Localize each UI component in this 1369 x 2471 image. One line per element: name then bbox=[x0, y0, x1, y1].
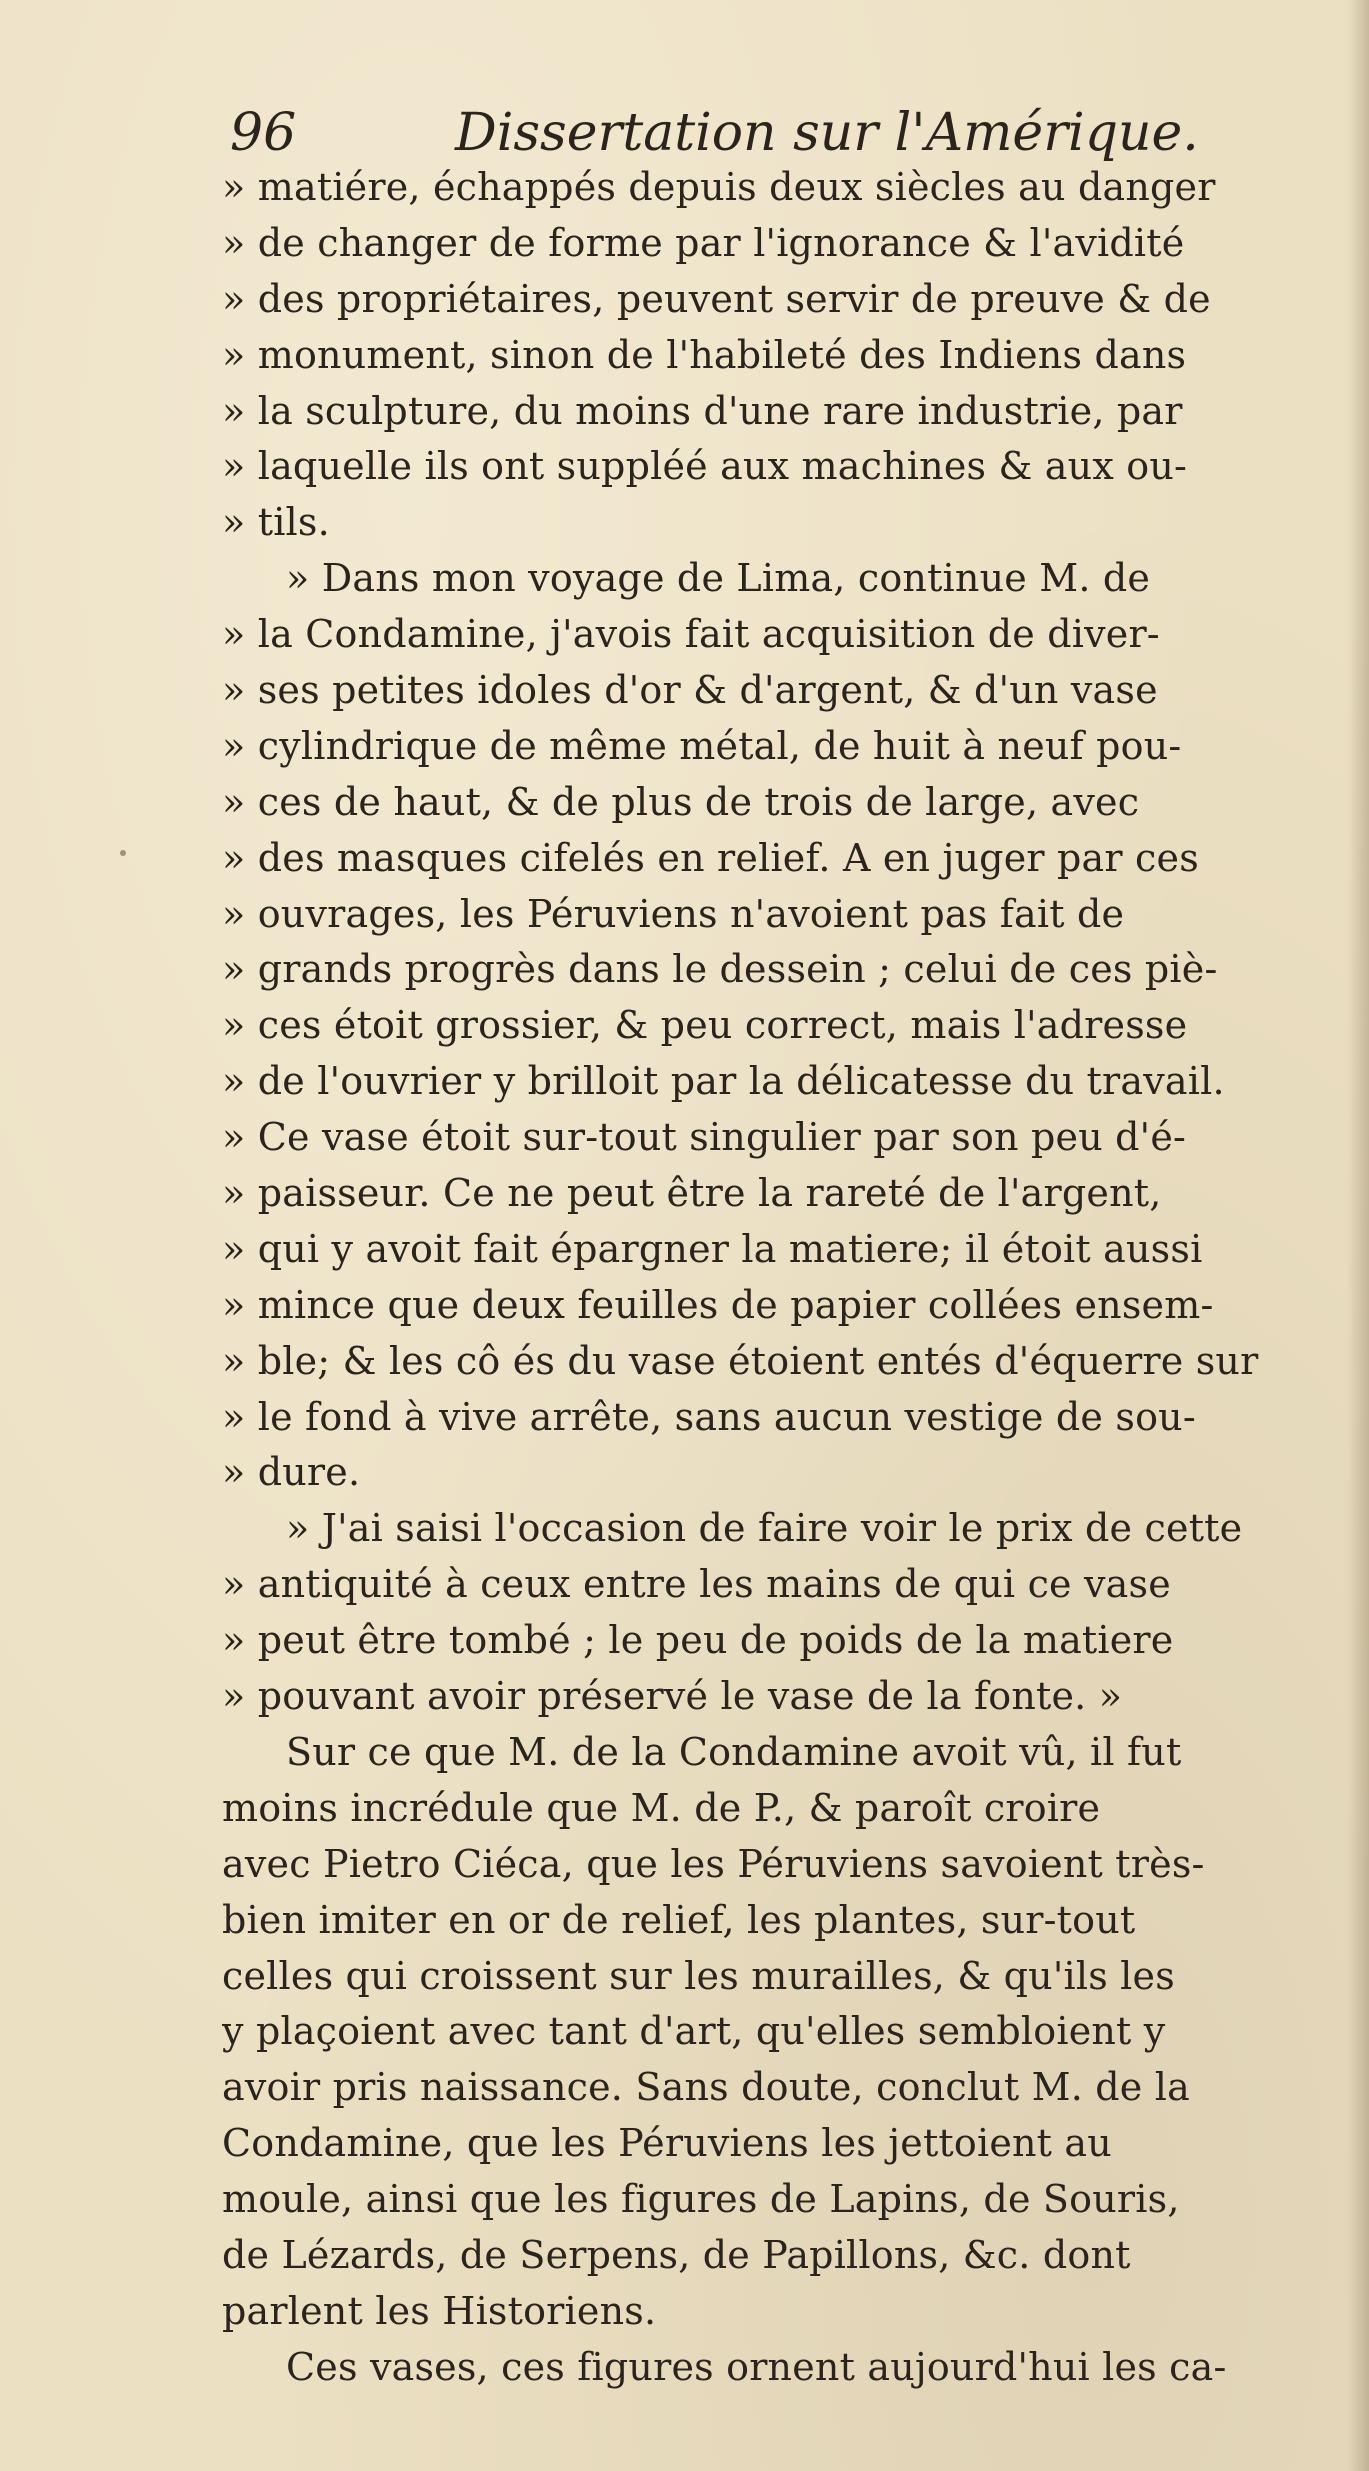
text-line: » grands progrès dans le dessein ; celui de ces piè- bbox=[222, 947, 1218, 992]
text-line: » laquelle ils ont suppléé aux machines & aux ou- bbox=[222, 444, 1188, 489]
body-text bbox=[222, 160, 1332, 2396]
text-line: avec Pietro Ciéca, que les Péruviens savoient très- bbox=[222, 1841, 1205, 1886]
text-line: Condamine, que les Péruviens les jettoient au bbox=[222, 2121, 1112, 2166]
text-line: Ces vases, ces figures ornent aujourd'hui les ca- bbox=[286, 2344, 1227, 2389]
text-line: bien imiter en or de relief, les plantes, sur-tout bbox=[222, 1897, 1136, 1942]
text-line: » ble; & les cô és du vase étoient entés d'équerre sur bbox=[222, 1338, 1259, 1383]
text-line: » des masques cifelés en relief. A en juger par ces bbox=[222, 835, 1199, 880]
text-line: » le fond à vive arrête, sans aucun vestige de sou- bbox=[222, 1394, 1196, 1439]
text-line: » la sculpture, du moins d'une rare industrie, par bbox=[222, 388, 1183, 433]
text-line: » mince que deux feuilles de papier collées ensem- bbox=[222, 1282, 1214, 1327]
running-title: Dissertation sur l'Amérique. bbox=[455, 103, 1199, 163]
text-line: y plaçoient avec tant d'art, qu'elles sembloient y bbox=[222, 2009, 1166, 2054]
text-line: » pouvant avoir préservé le vase de la fonte. » bbox=[222, 1674, 1123, 1719]
text-line: » de changer de forme par l'ignorance & l'avidité bbox=[222, 220, 1185, 265]
text-line: » ouvrages, les Péruviens n'avoient pas fait de bbox=[222, 891, 1125, 936]
page-header bbox=[230, 98, 1199, 168]
text-line: parlent les Historiens. bbox=[222, 2288, 657, 2333]
text-line: » antiquité à ceux entre les mains de qui ce vase bbox=[222, 1562, 1171, 1607]
text-line: de Lézards, de Serpens, de Papillons, &c. dont bbox=[222, 2232, 1131, 2277]
text-line: » tils. bbox=[222, 500, 330, 545]
page-number: 96 bbox=[230, 103, 297, 163]
text-line: » monument, sinon de l'habileté des Indiens dans bbox=[222, 332, 1187, 377]
text-line: » qui y avoit fait épargner la matiere; il étoit aussi bbox=[222, 1226, 1203, 1271]
text-line: » matiére, échappés depuis deux siècles au danger bbox=[222, 165, 1216, 209]
paper-spot bbox=[120, 850, 126, 856]
text-line: » cylindrique de même métal, de huit à neuf pou- bbox=[222, 723, 1182, 768]
text-line: moule, ainsi que les figures de Lapins, de Souris, bbox=[222, 2177, 1180, 2222]
text-line: avoir pris naissance. Sans doute, conclut M. de la bbox=[222, 2065, 1190, 2110]
text-line: » dure. bbox=[222, 1450, 361, 1495]
text-line: » J'ai saisi l'occasion de faire voir le prix de cette bbox=[286, 1506, 1243, 1551]
text-line: celles qui croissent sur les murailles, & qu'ils les bbox=[222, 1953, 1175, 1998]
page-gutter-shadow bbox=[1347, 0, 1369, 2471]
text-line: » ces de haut, & de plus de trois de large, avec bbox=[222, 779, 1140, 824]
text-line: » Dans mon voyage de Lima, continue M. de bbox=[286, 556, 1151, 601]
text-line: » de l'ouvrier y brilloit par la délicatesse du travail. bbox=[222, 1059, 1225, 1104]
text-line: » peut être tombé ; le peu de poids de la matiere bbox=[222, 1618, 1174, 1663]
text-line: » ces étoit grossier, & peu correct, mais l'adresse bbox=[222, 1003, 1188, 1048]
text-line: » des propriétaires, peuvent servir de preuve & de bbox=[222, 276, 1211, 321]
text-line: » paisseur. Ce ne peut être la rareté de l'argent, bbox=[222, 1171, 1162, 1216]
text-line: moins incrédule que M. de P., & paroît croire bbox=[222, 1785, 1101, 1830]
text-line: » la Condamine, j'avois fait acquisition de diver- bbox=[222, 612, 1160, 657]
text-line: » Ce vase étoit sur-tout singulier par son peu d'é- bbox=[222, 1115, 1187, 1160]
text-line: » ses petites idoles d'or & d'argent, & d'un vase bbox=[222, 668, 1158, 713]
text-line: Sur ce que M. de la Condamine avoit vû, il fut bbox=[286, 1729, 1182, 1774]
